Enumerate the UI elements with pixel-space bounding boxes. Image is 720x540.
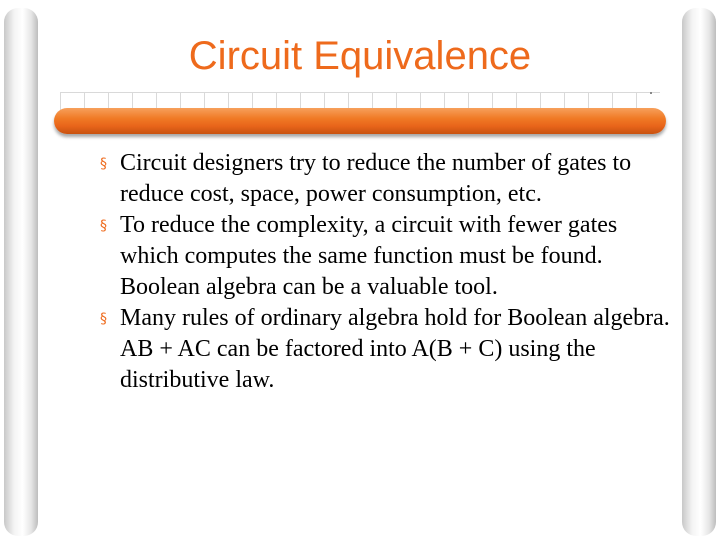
bullet-text: Many rules of ordinary algebra hold for Boolean algebra. AB + AC can be factored into A(B + C) using the distributive law. <box>120 305 670 393</box>
grid-dot <box>650 92 652 94</box>
bullet-icon: § <box>100 156 107 172</box>
left-side-bar <box>4 8 38 536</box>
bullet-list <box>76 148 676 396</box>
title-underline-bar <box>54 108 666 134</box>
right-side-bar <box>682 8 716 536</box>
bullet-text: Circuit designers try to reduce the number of gates to reduce cost, space, power consumption, etc. <box>120 150 632 207</box>
bullet-text: To reduce the complexity, a circuit with fewer gates which computes the same function must be found. Boolean algebra can be a valuable tool. <box>120 212 618 300</box>
bullet-item <box>76 303 676 396</box>
bullet-icon: § <box>100 311 107 327</box>
bullet-item <box>76 148 676 210</box>
slide-title: Circuit Equivalence <box>188 34 532 78</box>
bullet-icon: § <box>100 218 107 234</box>
bullet-item <box>76 210 676 303</box>
